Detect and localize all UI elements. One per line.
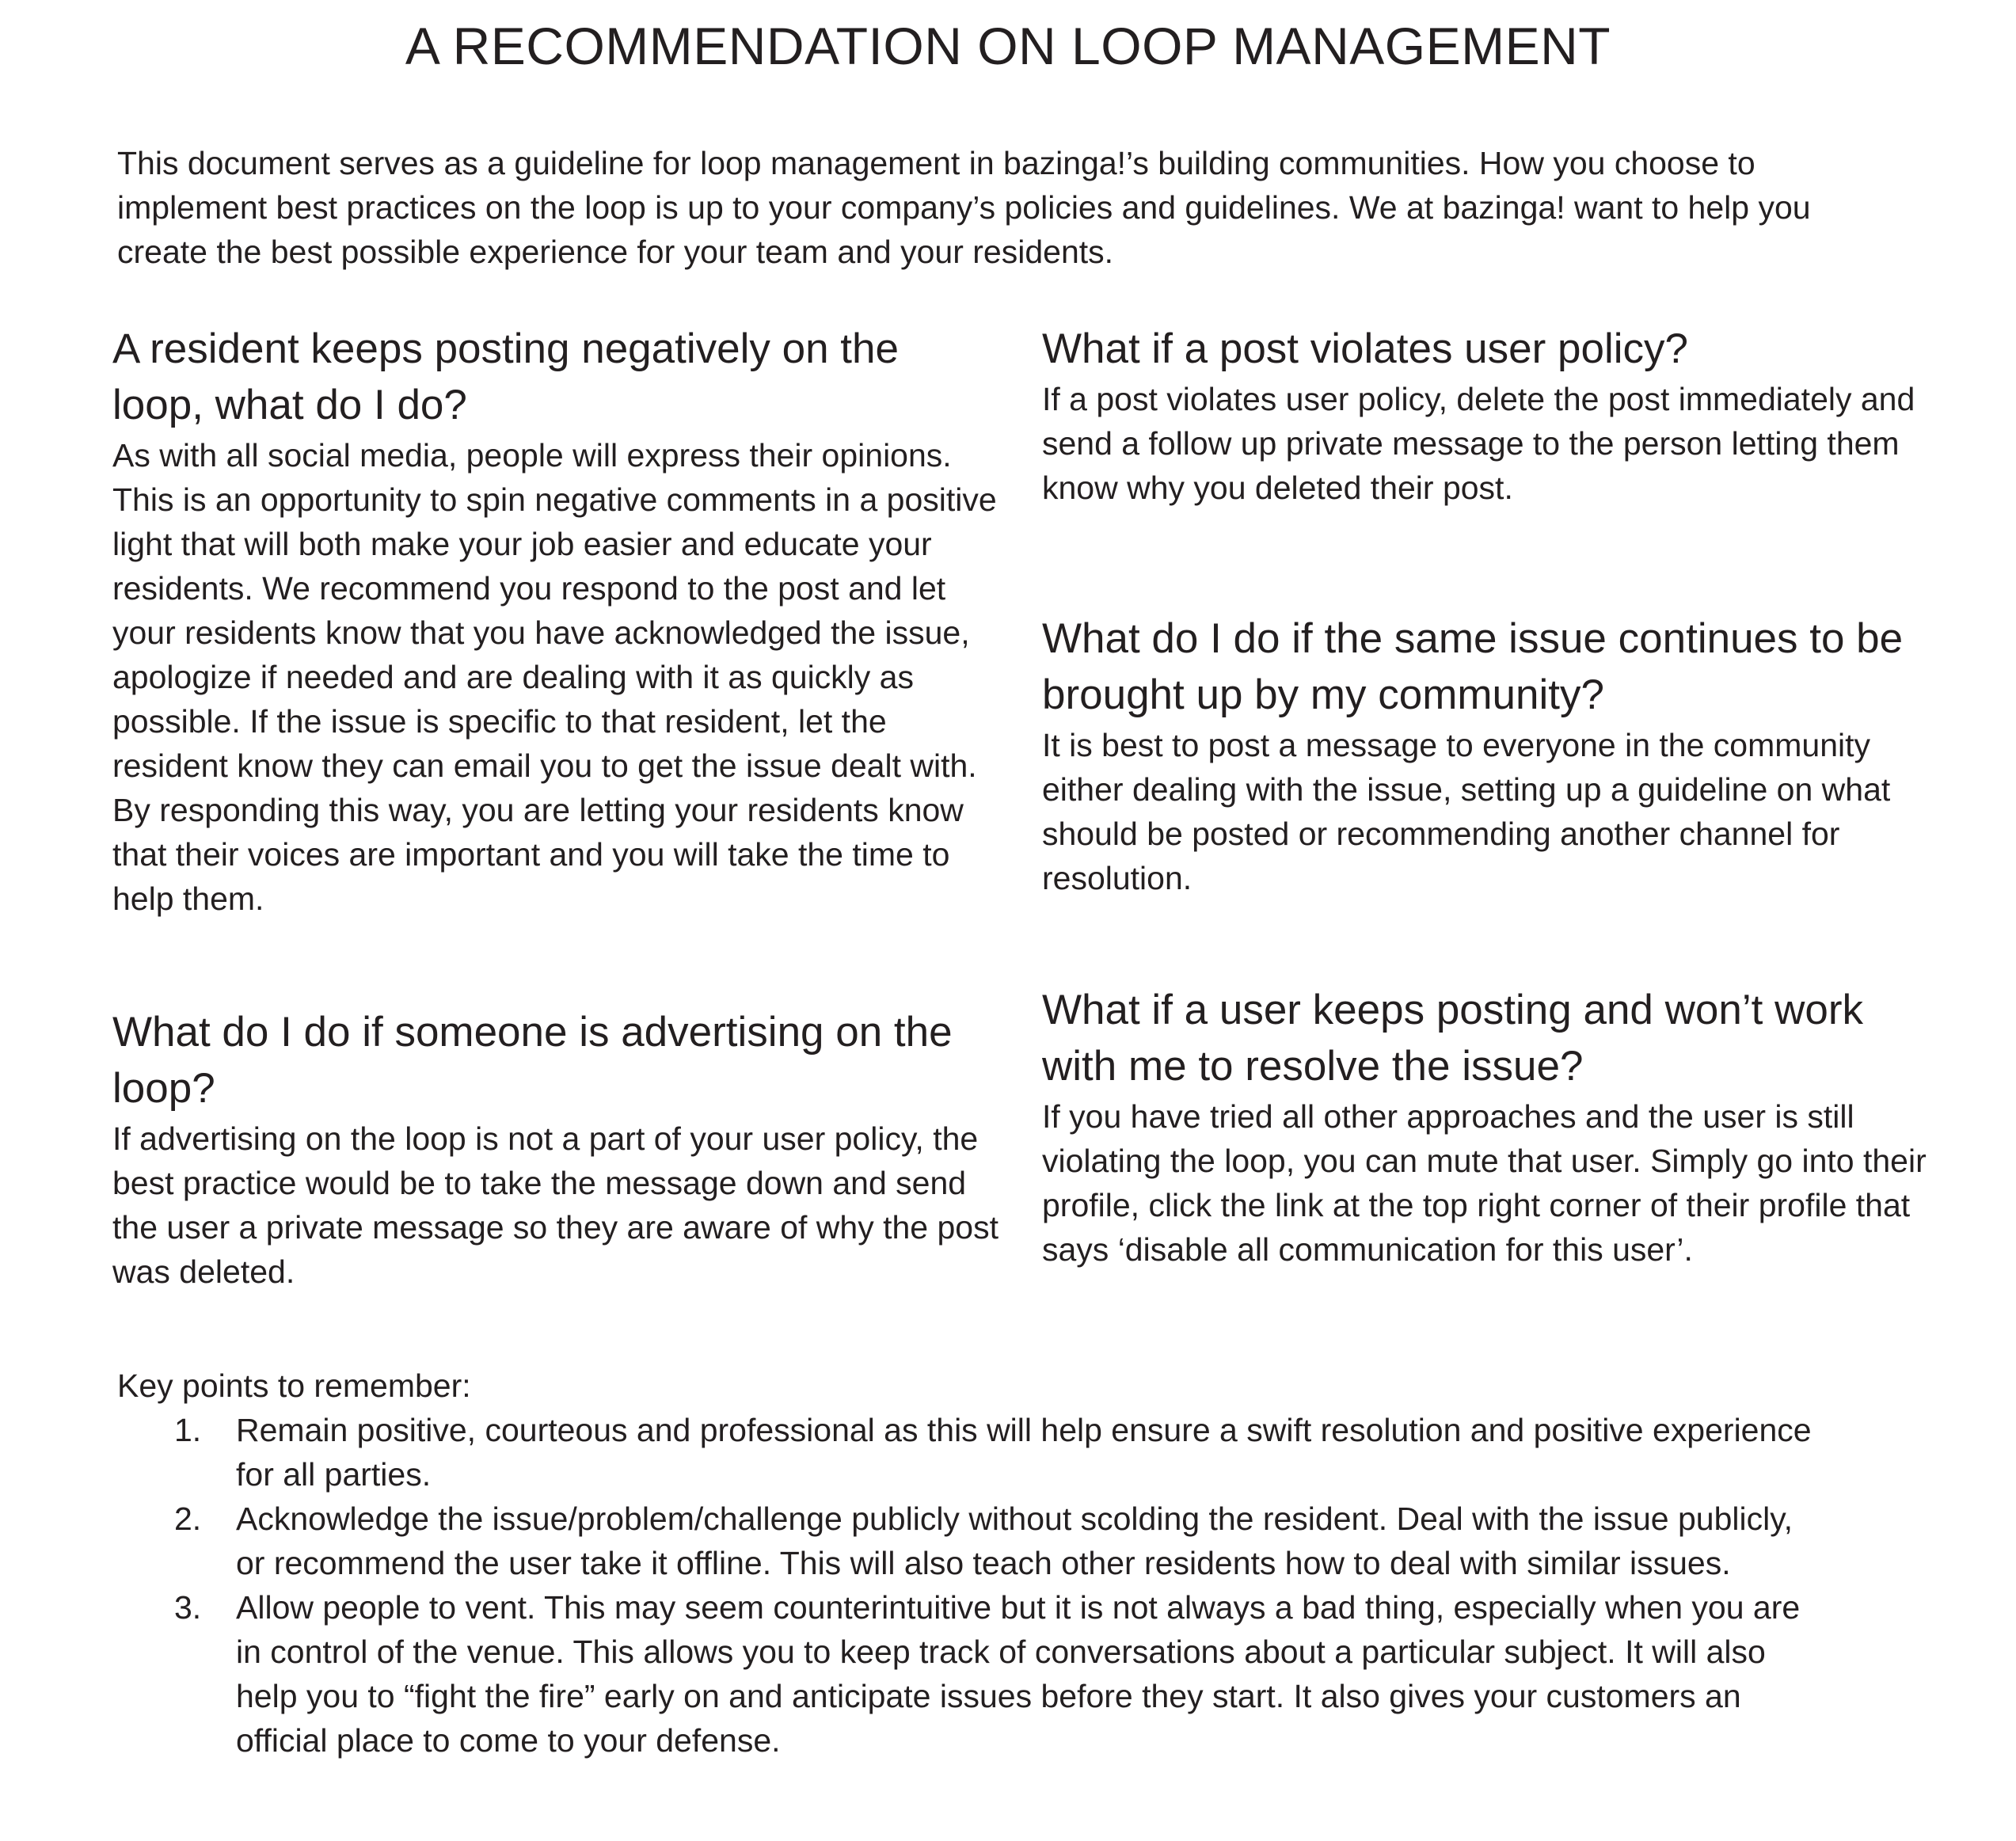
key-points: [117, 1364, 1820, 1763]
section-negative-posting: [112, 321, 999, 921]
section-body: As with all social media, people will express their opinions. This is an opportunity to spin negative comments in a positive light that will both make your job easier and educate your residents. We recommend you respond to the post and let your residents know that you have acknowledged the issue, apologize if needed and are dealing with it as quickly as possible. If the issue is specific to that resident, let the resident know they can email you to get the issue dealt with. By responding this way, you are letting your residents know that their voices are important and you will take the time to help them.: [112, 437, 997, 917]
section-recurring-issue: [1042, 610, 1937, 900]
section-heading: What if a user keeps posting and won’t work with me to resolve the issue?: [1042, 987, 1863, 1090]
list-item-text: Acknowledge the issue/problem/challenge publicly without scolding the resident. Deal with the issue publicly, or recommend the user take it offline. This will also teach other residents how to deal with similar issues.: [236, 1501, 1793, 1581]
list-item-text: Allow people to vent. This may seem counterintuitive but it is not always a bad thing, especially when you are in control of the venue. This allows you to keep track of conversations about a particular subject. It will also help you to “fight the fire” early on and anticipate issues before they start. It also gives your customers an official place to come to your defense.: [236, 1589, 1801, 1759]
section-uncooperative-user: [1042, 982, 1937, 1272]
section-heading: A resident keeps posting negatively on the loop, what do I do?: [112, 325, 899, 428]
section-heading: What if a post violates user policy?: [1042, 325, 1688, 372]
key-points-heading: Key points to remember:: [117, 1367, 471, 1404]
section-body: If a post violates user policy, delete the post immediately and send a follow up private message to the person letting them know why you deleted their post.: [1042, 381, 1915, 506]
key-points-list: [117, 1408, 1820, 1763]
section-heading: What do I do if someone is advertising on the loop?: [112, 1009, 953, 1112]
list-item-text: Remain positive, courteous and professional as this will help ensure a swift resolution and positive experience for all parties.: [236, 1412, 1812, 1493]
intro-paragraph: This document serves as a guideline for loop management in bazinga!’s building communities. How you choose to implement best practices on the loop is up to your company’s policies and guidelines. We at bazinga! want to help you create the best possible experience for your team and your residents.: [117, 145, 1811, 270]
page-title: A RECOMMENDATION ON LOOP MANAGEMENT: [405, 17, 1611, 75]
list-item: [117, 1497, 1820, 1585]
section-advertising: [112, 1004, 999, 1294]
section-heading: What do I do if the same issue continues to be brought up by my community?: [1042, 615, 1904, 718]
list-item-number: 3.: [174, 1589, 202, 1626]
section-body: It is best to post a message to everyone in the community either dealing with the issue, setting up a guideline on what should be posted or recommending another channel for resolution.: [1042, 727, 1891, 896]
section-body: If you have tried all other approaches and the user is still violating the loop, you can mute that user. Simply go into their profile, click the link at the top right corner of their profile that says ‘disable all communication for this user’.: [1042, 1098, 1927, 1268]
list-item: [117, 1585, 1820, 1763]
section-body: If advertising on the loop is not a part of your user policy, the best practice would be to take the message down and send the user a private message so they are aware of why the post was deleted.: [112, 1120, 998, 1290]
list-item: [117, 1408, 1820, 1497]
section-policy-violation: [1042, 321, 1937, 510]
list-item-number: 2.: [174, 1501, 202, 1537]
list-item-number: 1.: [174, 1412, 202, 1448]
